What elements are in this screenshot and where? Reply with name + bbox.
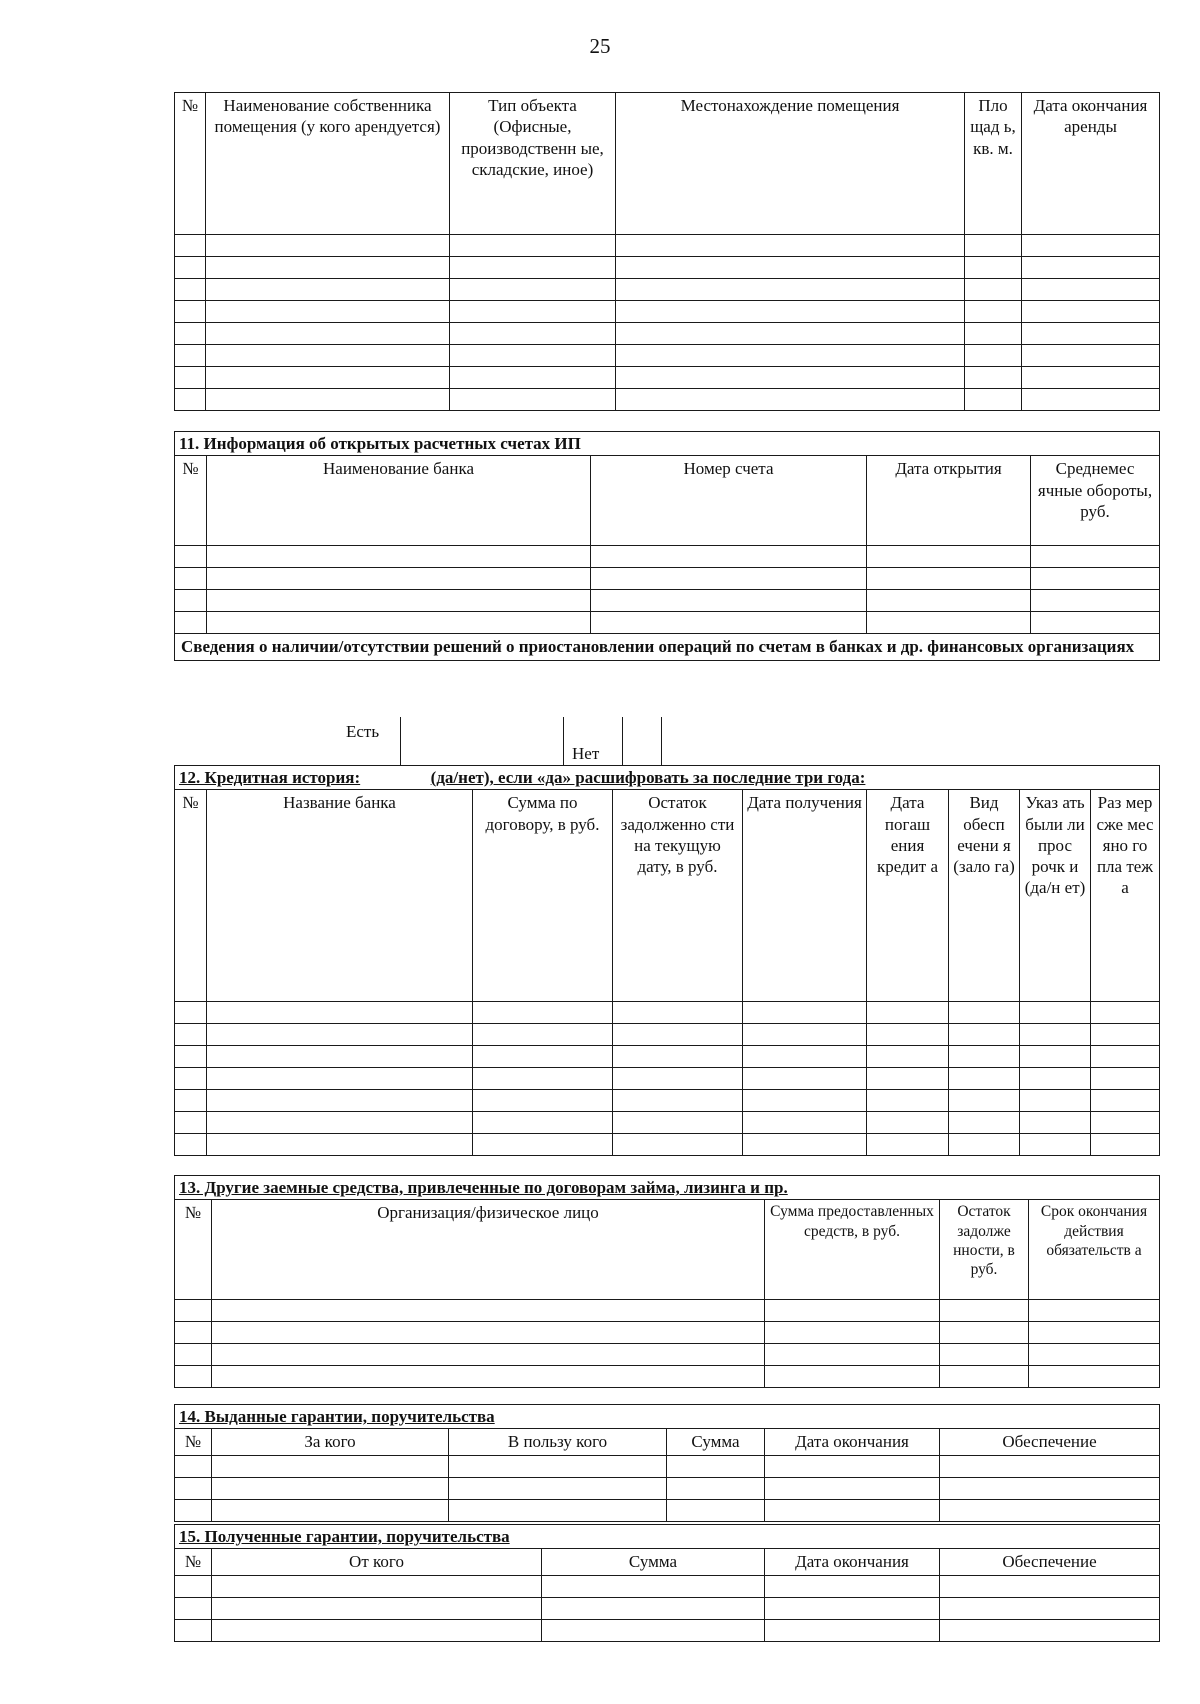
table-row	[175, 1477, 1160, 1499]
table-row	[175, 1597, 1160, 1619]
accounts-table	[174, 431, 1160, 661]
table-row	[175, 590, 1160, 612]
col-debt-balance: Остаток задолже нности, в руб.	[940, 1200, 1029, 1300]
table-row	[175, 1068, 1160, 1090]
no-label: Нет	[572, 744, 600, 763]
yes-label: Есть	[346, 722, 380, 741]
table-row	[175, 1499, 1160, 1521]
table-row	[175, 1322, 1160, 1344]
no-box[interactable]	[622, 717, 662, 765]
col-repay-date: Дата погаш ения кредит а	[867, 790, 949, 1002]
col-contract-sum: Сумма по договору, в руб.	[473, 790, 613, 1002]
section-13-block	[174, 1175, 1159, 1388]
col-avg-turnover: Среднемес ячные обороты, руб.	[1031, 456, 1160, 546]
section-12-title-text: 12. Кредитная история:	[179, 768, 361, 787]
col-monthly-payment: Раз мер сже мес яно го пла теж а	[1091, 790, 1160, 1002]
table-row	[175, 1366, 1160, 1388]
col-provided-sum: Сумма предоставленных средств, в руб.	[765, 1200, 940, 1300]
section-14-title	[175, 1405, 1160, 1429]
table-row	[175, 279, 1160, 301]
page-number: 25	[589, 34, 611, 58]
table-row	[175, 301, 1160, 323]
col-overdue: Указ ать были ли прос рочк и (да/н ет)	[1020, 790, 1091, 1002]
section-13-title	[175, 1176, 1160, 1200]
table-row	[175, 546, 1160, 568]
col-number: №	[175, 456, 207, 546]
col-location: Местонахождение помещения	[616, 93, 965, 235]
table-row	[175, 1455, 1160, 1477]
table-row	[175, 367, 1160, 389]
section-12-block	[174, 765, 1159, 1156]
col-for-whom: За кого	[212, 1429, 449, 1455]
premises-table	[174, 92, 1160, 411]
table-row	[175, 1002, 1160, 1024]
col-number: №	[175, 1429, 212, 1455]
section-12-title	[175, 766, 1160, 790]
table-row	[175, 1024, 1160, 1046]
credit-history-table	[174, 765, 1160, 1156]
section-12-subtitle: (да/нет), если «да» расшифровать за последние три года:	[430, 768, 866, 787]
yes-no-boxes	[174, 717, 1159, 765]
table-row	[175, 1619, 1160, 1641]
premises-table-block	[174, 92, 1159, 411]
col-number: №	[175, 790, 207, 1002]
col-sum: Сумма	[667, 1429, 765, 1455]
col-obligation-term: Срок окончания действия обязательств а	[1029, 1200, 1160, 1300]
col-open-date: Дата открытия	[867, 456, 1031, 546]
table-row	[175, 612, 1160, 634]
table-row	[175, 323, 1160, 345]
col-sum: Сумма	[542, 1549, 765, 1575]
suspension-note: Сведения о наличии/отсутствии решений о приостановлении операций по счетам в банках и др. финансовых организациях	[175, 634, 1160, 661]
table-row	[175, 1046, 1160, 1068]
col-end-date: Дата окончания	[765, 1549, 940, 1575]
col-from-whom: От кого	[212, 1549, 542, 1575]
col-area: Пло щад ь, кв. м.	[965, 93, 1022, 235]
col-number: №	[175, 93, 206, 235]
table-row	[175, 1090, 1160, 1112]
col-debt-balance: Остаток задолженно сти на текущую дату, в руб.	[613, 790, 743, 1002]
received-guarantees-table	[174, 1524, 1160, 1642]
col-lease-end: Дата окончания аренды	[1022, 93, 1160, 235]
section-11-title: 11. Информация об открытых расчетных счетах ИП	[175, 432, 1160, 456]
table-row	[175, 1575, 1160, 1597]
col-end-date: Дата окончания	[765, 1429, 940, 1455]
issued-guarantees-table	[174, 1404, 1160, 1522]
section-11-block	[174, 431, 1159, 661]
table-row	[175, 568, 1160, 590]
col-bank-name: Наименование банка	[207, 456, 591, 546]
table-row	[175, 1300, 1160, 1322]
col-collateral-type: Вид обесп ечени я (зало га)	[949, 790, 1020, 1002]
section-15-block	[174, 1524, 1159, 1642]
col-receive-date: Дата получения	[743, 790, 867, 1002]
col-bank-name: Название банка	[207, 790, 473, 1002]
col-object-type: Тип объекта (Офисные, производственн ые, складские, иное)	[450, 93, 616, 235]
table-row	[175, 389, 1160, 411]
table-row	[175, 1344, 1160, 1366]
table-row	[175, 345, 1160, 367]
table-row	[175, 1134, 1160, 1156]
col-security: Обеспечение	[940, 1549, 1160, 1575]
col-beneficiary: В пользу кого	[449, 1429, 667, 1455]
section-15-title-text: 15. Полученные гарантии, поручительства	[179, 1527, 510, 1546]
section-13-title-text: 13. Другие заемные средства, привлеченные по договорам займа, лизинга и пр.	[179, 1178, 788, 1197]
col-organization: Организация/физическое лицо	[212, 1200, 765, 1300]
table-row	[175, 235, 1160, 257]
col-owner-name: Наименование собственника помещения (у кого арендуется)	[206, 93, 450, 235]
section-14-block	[174, 1404, 1159, 1522]
col-number: №	[175, 1200, 212, 1300]
col-security: Обеспечение	[940, 1429, 1160, 1455]
yes-box[interactable]	[400, 717, 564, 765]
col-number: №	[175, 1549, 212, 1575]
section-14-title-text: 14. Выданные гарантии, поручительства	[179, 1407, 495, 1426]
col-account-number: Номер счета	[591, 456, 867, 546]
table-row	[175, 257, 1160, 279]
other-loans-table	[174, 1175, 1160, 1388]
table-row	[175, 1112, 1160, 1134]
section-15-title	[175, 1525, 1160, 1549]
